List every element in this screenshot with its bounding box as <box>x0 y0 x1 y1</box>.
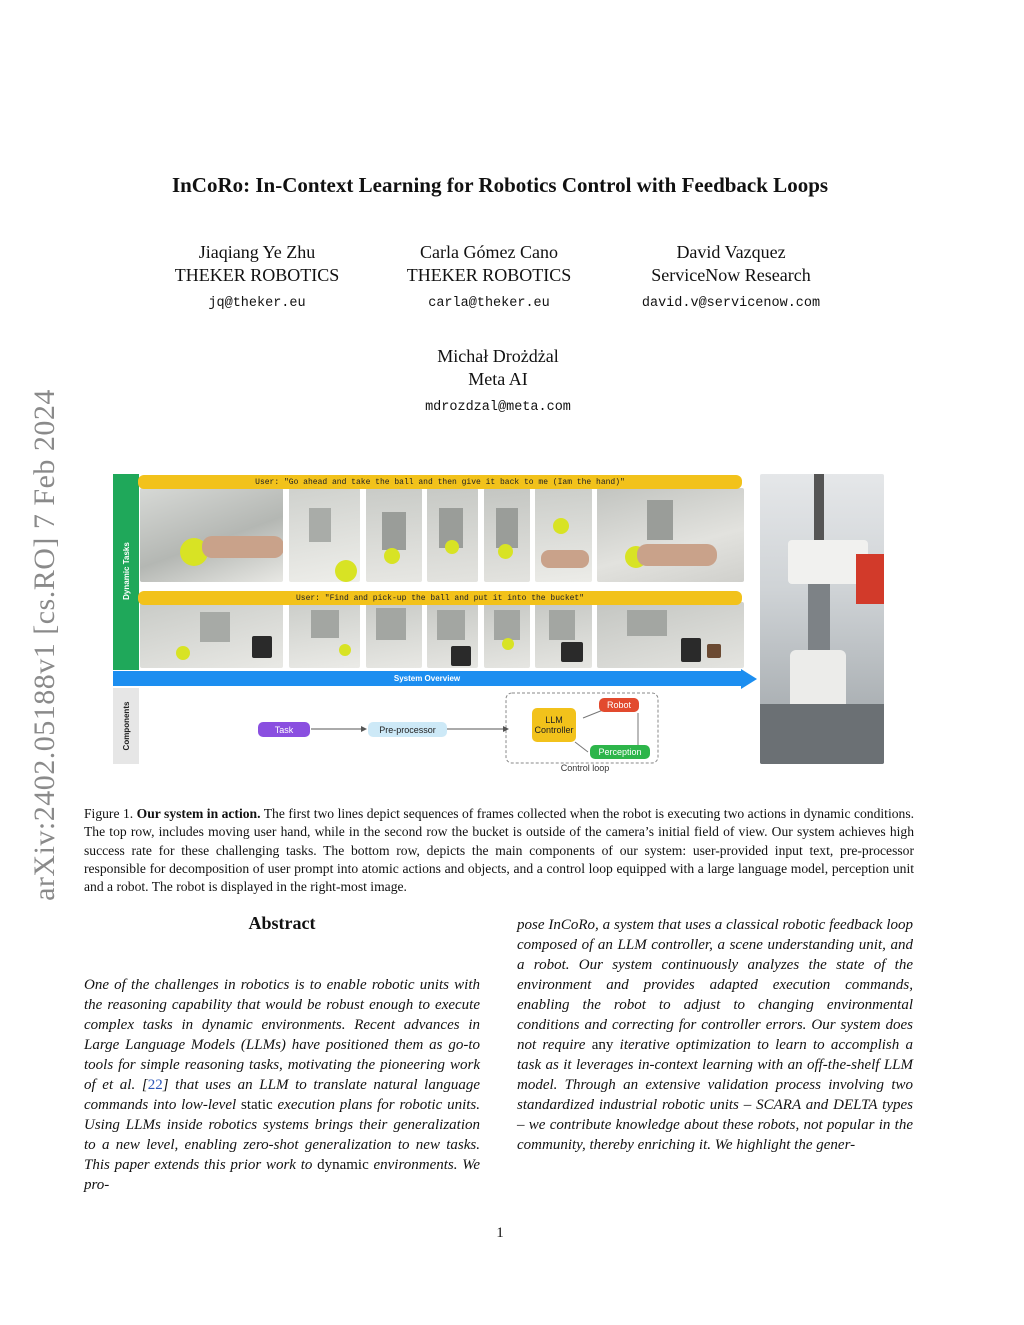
abstract-text: pose InCoRo, a system that uses a classical robotic feedback loop composed of an LLM controller, a scene understanding unit, and a robot. Our system continuously analyzes the state of the environment and provides adapted execution commands, enabling the robot to adjust to changing environmental conditions and correcting for controller errors. Our system does not require <box>517 917 913 1053</box>
author-3 <box>611 241 851 315</box>
figure-caption <box>84 805 914 896</box>
abstract-text-upright: any <box>591 1037 614 1053</box>
components-label: Components <box>121 701 131 751</box>
author-email[interactable]: mdrozdzal@meta.com <box>425 400 571 415</box>
frame-photo <box>597 488 744 582</box>
prompt-bar-2: User: "Find and pick-up the ball and put it into the bucket" <box>138 591 742 605</box>
abstract-right-column <box>517 915 913 1155</box>
frame-photo <box>597 602 744 668</box>
author-1 <box>137 241 377 315</box>
abstract-text-upright: dynamic <box>317 1157 369 1173</box>
author-name: Jiaqiang Ye Zhu <box>198 242 316 262</box>
prompt-bar-1: User: "Go ahead and take the ball and then give it back to me (Iam the hand)" <box>138 475 742 489</box>
citation-link[interactable]: 22 <box>147 1077 163 1093</box>
arxiv-stamp <box>20 360 70 930</box>
frame-photo <box>427 602 478 668</box>
page-number: 1 <box>496 1225 504 1241</box>
author-affiliation: THEKER ROBOTICS <box>174 265 340 285</box>
frame-photo <box>535 488 592 582</box>
frame-photo <box>535 602 592 668</box>
author-2 <box>369 241 609 315</box>
author-email[interactable]: carla@theker.eu <box>428 296 550 311</box>
author-name: Michał Drożdżal <box>437 346 559 366</box>
abstract-text-upright: static <box>241 1097 273 1113</box>
abstract-text: environments. We pro- <box>84 1157 480 1193</box>
frame-photo <box>484 602 530 668</box>
frame-photo <box>366 488 422 582</box>
dynamic-tasks-label: Dynamic Tasks <box>121 542 131 600</box>
arrow-perception-llm <box>575 742 588 752</box>
frame-photo <box>140 602 283 668</box>
paper-title: InCoRo: In-Context Learning for Robotics Control with Feedback Loops <box>171 173 829 197</box>
arrowhead <box>361 726 367 732</box>
arrow-llm-robot <box>583 710 603 718</box>
abstract-text: execution plans for robotic units. Using LLMs inside robotics systems brings their generalization to a new level, enabling zero-shot generalization to new tasks. This paper extends this prior work to <box>84 1097 481 1173</box>
system-overview-bar: System Overview <box>113 671 741 686</box>
caption-text: The first two lines depict sequences of frames collected when the robot is executing two actions in dynamic conditions. The top row, includes moving user hand, while in the second row the bucket is outside of the camera’s initial field of view. Our system achieves high success rate for these challenging tasks. The bottom row, depicts the main components of our system: user-provided input text, pre-processor responsible for decomposition of user prompt into atomic actions and objects, and a control loop equipped with a large language model, perception unit and a robot. The robot is displayed in the right-most image. <box>84 806 915 895</box>
author-email[interactable]: david.v@servicenow.com <box>641 296 821 311</box>
author-affiliation: THEKER ROBOTICS <box>406 265 572 285</box>
arxiv-id: arXiv:2402.05188v1 [cs.RO] 7 Feb 2024 <box>28 389 62 901</box>
perception-node: Perception <box>590 745 650 759</box>
frame-photo <box>289 488 360 582</box>
llm-controller-node <box>532 708 576 742</box>
frame-photo <box>289 602 360 668</box>
abstract-left-column <box>84 975 480 1195</box>
frame-photo <box>140 488 283 582</box>
control-loop-label: Control loop <box>560 763 610 773</box>
abstract-text: ] that uses an LLM to translate natural language commands into low-level <box>84 1077 481 1113</box>
frame-photo <box>484 488 530 582</box>
llm-label: LLM <box>545 715 563 725</box>
abstract-text: iterative optimization to learn to accomplish a task as it leverages in-context learning with an off-the-shelf LLM model. Through an extensive validation process involving two standardized industrial robotic units – SCARA and DELTA types – we contribute knowledge about these robots, not popular in the community, thereby enriching it. We highlight the gener- <box>517 1037 914 1153</box>
caption-bold: Our system in action. <box>136 806 261 821</box>
caption-label: Figure 1. <box>84 806 134 821</box>
robot-photo <box>760 474 884 764</box>
abstract-heading: Abstract <box>248 913 316 933</box>
author-name: Carla Gómez Cano <box>420 242 558 262</box>
frame-photo <box>366 602 422 668</box>
figure-1 <box>113 474 913 774</box>
robot-node: Robot <box>599 698 639 712</box>
author-name: David Vazquez <box>676 242 786 262</box>
controller-label: Controller <box>534 725 574 735</box>
author-affiliation: ServiceNow Research <box>651 265 811 285</box>
author-4 <box>378 345 618 419</box>
abstract-text: One of the challenges in robotics is to enable robotic units with the reasoning capability that would be robust enough to execute complex tasks in dynamic environments. Recent advances in Large Language Models (LLMs) have positioned them as go-to tools for simple reasoning tasks, motivating the pioneering work of et al. [ <box>84 977 480 1093</box>
preprocessor-node: Pre-processor <box>368 722 447 737</box>
task-node: Task <box>258 722 310 737</box>
system-overview-arrowhead <box>741 669 757 689</box>
author-email[interactable]: jq@theker.eu <box>208 296 306 311</box>
author-affiliation: Meta AI <box>468 369 528 389</box>
frame-photo <box>427 488 478 582</box>
